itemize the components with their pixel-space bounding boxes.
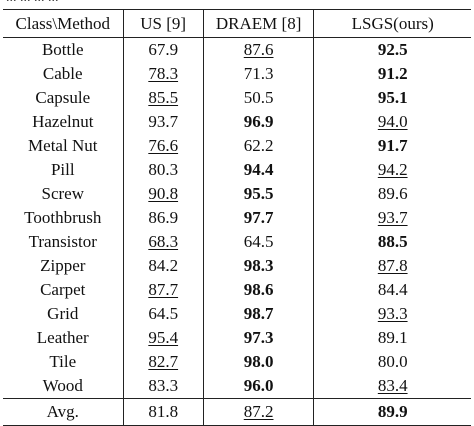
- table-body: [3, 38, 471, 399]
- table-row: [3, 206, 471, 230]
- cell-class: Bottle: [3, 38, 123, 63]
- cell-class: Carpet: [3, 278, 123, 302]
- cell-draem: 94.4: [203, 158, 314, 182]
- cell-us: 86.9: [123, 206, 203, 230]
- cell-class: Toothbrush: [3, 206, 123, 230]
- cell-us: 68.3: [123, 230, 203, 254]
- cell-draem: 50.5: [203, 86, 314, 110]
- cell-us: 76.6: [123, 134, 203, 158]
- avg-lsgs: 89.9: [314, 399, 471, 426]
- cell-us: 80.3: [123, 158, 203, 182]
- cell-draem: 97.7: [203, 206, 314, 230]
- cell-class: Screw: [3, 182, 123, 206]
- header-lsgs: LSGS(ours): [314, 10, 471, 38]
- table-row: [3, 182, 471, 206]
- table-row: [3, 110, 471, 134]
- cell-draem: 87.6: [203, 38, 314, 63]
- cell-class: Pill: [3, 158, 123, 182]
- cell-class: Hazelnut: [3, 110, 123, 134]
- cell-class: Leather: [3, 326, 123, 350]
- cell-draem: 64.5: [203, 230, 314, 254]
- table-row: [3, 374, 471, 399]
- cell-us: 78.3: [123, 62, 203, 86]
- cell-lsgs: 94.0: [377, 112, 408, 131]
- table-row: [3, 302, 471, 326]
- cell-draem: 98.6: [203, 278, 314, 302]
- cell-us: 83.3: [123, 374, 203, 399]
- cell-lsgs: 93.7: [377, 208, 408, 227]
- table-row: [3, 326, 471, 350]
- header-us: US [9]: [123, 10, 203, 38]
- avg-row: [3, 399, 471, 426]
- table-caption-cutoff: [0, 0, 474, 6]
- cell-us: 87.7: [123, 278, 203, 302]
- header-draem: DRAEM [8]: [203, 10, 314, 38]
- cell-us: 95.4: [123, 326, 203, 350]
- cell-class: Capsule: [3, 86, 123, 110]
- cell-draem: 98.3: [203, 254, 314, 278]
- table-row: [3, 134, 471, 158]
- cell-us: 85.5: [123, 86, 203, 110]
- cell-us: 90.8: [123, 182, 203, 206]
- table-row: [3, 62, 471, 86]
- table-row: [3, 86, 471, 110]
- results-table: [3, 9, 471, 426]
- cell-draem: 96.9: [203, 110, 314, 134]
- cell-us: 84.2: [123, 254, 203, 278]
- header-class-method: Class\Method: [3, 10, 123, 38]
- cell-lsgs: 91.7: [377, 136, 408, 155]
- cell-class: Transistor: [3, 230, 123, 254]
- cell-draem: 71.3: [203, 62, 314, 86]
- header-row: [3, 10, 471, 38]
- cell-class: Tile: [3, 350, 123, 374]
- table-row: [3, 230, 471, 254]
- cell-draem: 62.2: [203, 134, 314, 158]
- avg-draem: 87.2: [203, 399, 314, 426]
- cell-class: Zipper: [3, 254, 123, 278]
- cell-class: Metal Nut: [3, 134, 123, 158]
- cell-us: 93.7: [123, 110, 203, 134]
- avg-us: 81.8: [123, 399, 203, 426]
- cell-lsgs: 93.3: [377, 304, 408, 323]
- cell-lsgs: 89.1: [377, 328, 408, 347]
- avg-label: Avg.: [3, 399, 123, 426]
- table-row: [3, 350, 471, 374]
- cell-class: Wood: [3, 374, 123, 399]
- cell-us: 67.9: [123, 38, 203, 63]
- table-caption: [6, 0, 59, 6]
- cell-draem: 98.7: [203, 302, 314, 326]
- cell-class: Grid: [3, 302, 123, 326]
- cell-lsgs: 94.2: [377, 160, 408, 179]
- cell-class: Cable: [3, 62, 123, 86]
- cell-lsgs: 89.6: [377, 184, 408, 203]
- cell-us: 82.7: [123, 350, 203, 374]
- cell-draem: 98.0: [203, 350, 314, 374]
- cell-lsgs: 91.2: [377, 64, 408, 83]
- table-row: [3, 278, 471, 302]
- cell-draem: 97.3: [203, 326, 314, 350]
- cell-lsgs: 83.4: [377, 376, 408, 395]
- cell-lsgs: 88.5: [377, 232, 408, 251]
- cell-draem: 96.0: [203, 374, 314, 399]
- table-row: [3, 158, 471, 182]
- cell-lsgs: 84.4: [377, 280, 408, 299]
- table-row: [3, 254, 471, 278]
- cell-lsgs: 80.0: [377, 352, 408, 371]
- cell-lsgs: 87.8: [377, 256, 408, 275]
- table-row: [3, 38, 471, 63]
- cell-lsgs: 95.1: [377, 88, 408, 107]
- cell-lsgs: 92.5: [377, 40, 408, 59]
- cell-us: 64.5: [123, 302, 203, 326]
- cell-draem: 95.5: [203, 182, 314, 206]
